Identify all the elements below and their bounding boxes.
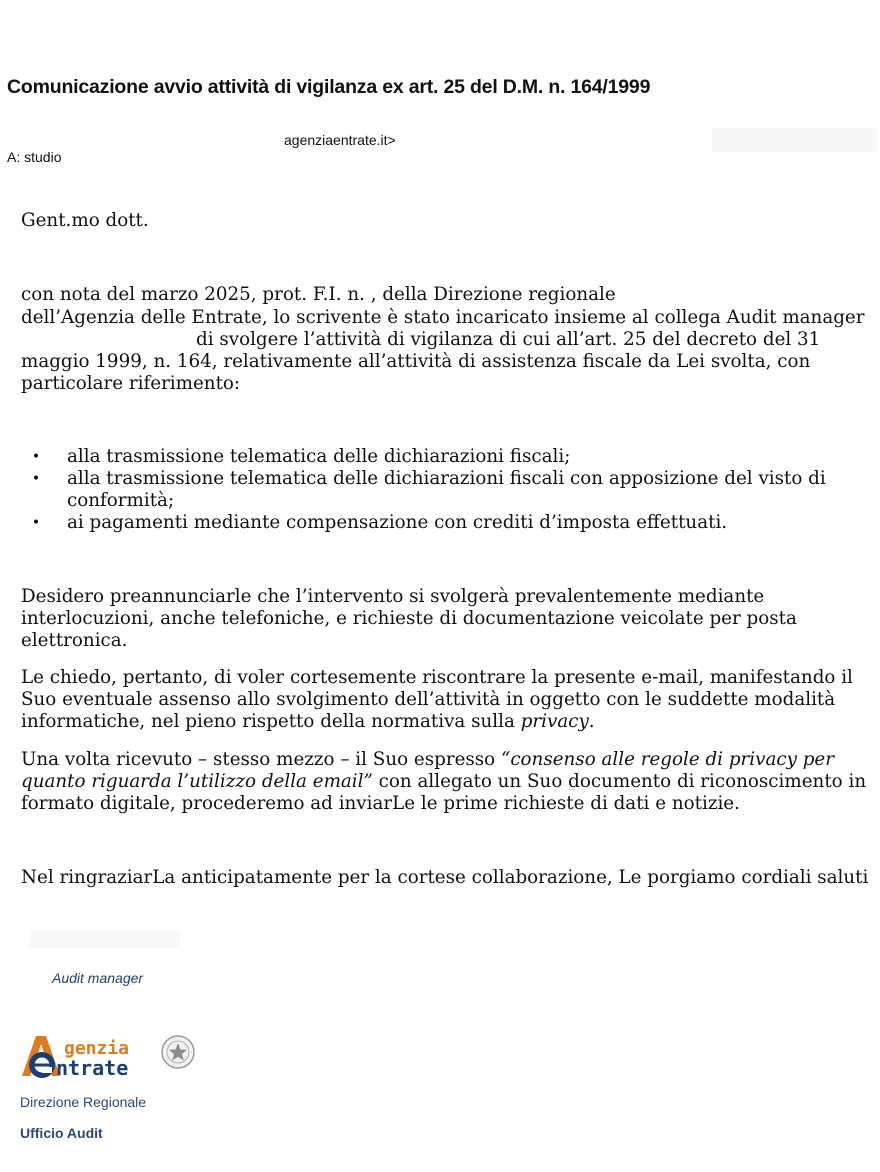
signature-department: Direzione Regionale bbox=[20, 1094, 147, 1110]
list-item-text: conformità; bbox=[67, 490, 175, 511]
paragraph-1-line: di svolgere l’attività di vigilanza di cui all’art. 25 del decreto del 31 bbox=[196, 329, 821, 350]
paragraph-3-line: Suo eventuale assenso allo svolgimento dell’attività in oggetto con le suddette modalità bbox=[21, 689, 836, 710]
italic-privacy: privacy bbox=[520, 711, 589, 732]
redacted-area bbox=[712, 128, 878, 152]
paragraph-2-line: Desidero preannunciarle che l’intervento si svolgerà prevalentemente mediante bbox=[21, 586, 765, 607]
list-item-text: alla trasmissione telematica delle dichiarazioni fiscali; bbox=[67, 446, 571, 467]
email-sender[interactable]: agenziaentrate.it> bbox=[284, 132, 396, 148]
paragraph-3-line bbox=[21, 711, 871, 733]
signature-office: Ufficio Audit bbox=[20, 1125, 103, 1141]
logo-word-agenzia: genzia bbox=[64, 1038, 130, 1059]
paragraph-3-line: Le chiedo, pertanto, di voler cortesemente riscontrare la presente e-mail, manifestando il bbox=[21, 667, 853, 688]
paragraph-1-line: maggio 1999, n. 164, relativamente all’attività di assistenza fiscale da Lei svolta, con bbox=[21, 351, 811, 372]
logo-graphic bbox=[20, 1032, 198, 1080]
email-subject: Comunicazione avvio attività di vigilanza ex art. 25 del D.M. n. 164/1999 bbox=[7, 76, 651, 98]
paragraph-4-line bbox=[21, 749, 871, 771]
logo-word-entrate: ntrate bbox=[56, 1056, 129, 1080]
signature-role: Audit manager bbox=[52, 970, 144, 986]
paragraph-4-line bbox=[21, 771, 871, 793]
state-emblem-icon bbox=[162, 1036, 194, 1068]
text-run: Una volta ricevuto – stesso mezzo – il Suo espresso bbox=[21, 749, 501, 770]
paragraph-1-line: particolare riferimento: bbox=[21, 373, 241, 394]
bullet-dot-icon: • bbox=[31, 449, 41, 465]
list-item-text: ai pagamenti mediante compensazione con crediti d’imposta effettuati. bbox=[67, 512, 728, 533]
closing-line: Nel ringraziarLa anticipatamente per la cortese collaborazione, Le porgiamo cordiali saluti bbox=[21, 867, 869, 888]
redacted-area bbox=[30, 930, 180, 948]
letter-greeting: Gent.mo dott. bbox=[21, 210, 149, 231]
italic-quote: quanto riguarda l’utilizzo della email” bbox=[21, 771, 373, 792]
paragraph-2-line: elettronica. bbox=[21, 630, 128, 651]
paragraph-2-line: interlocuzioni, anche telefoniche, e richieste di documentazione veicolate per posta bbox=[21, 608, 797, 629]
paragraph-1-line: dell’Agenzia delle Entrate, lo scrivente è stato incaricato insieme al collega Audit manager bbox=[21, 307, 865, 328]
text-run: informatiche, nel pieno rispetto della normativa sulla bbox=[21, 711, 521, 732]
paragraph-4-line: formato digitale, procederemo ad inviarLe le prime richieste di dati e notizie. bbox=[21, 793, 740, 814]
bullet-dot-icon: • bbox=[31, 471, 41, 487]
paragraph-1-line: con nota del marzo 2025, prot. F.I. n. , della Direzione regionale bbox=[21, 284, 616, 305]
bullet-dot-icon: • bbox=[31, 515, 41, 531]
email-recipient[interactable]: A: studio bbox=[7, 149, 62, 165]
agenzia-entrate-logo bbox=[20, 1032, 198, 1080]
italic-quote: “consenso alle regole di privacy per bbox=[500, 749, 834, 770]
text-run: con allegato un Suo documento di riconoscimento in bbox=[372, 771, 867, 792]
list-item-text: alla trasmissione telematica delle dichiarazioni fiscali con apposizione del visto di bbox=[67, 468, 826, 489]
text-run: . bbox=[588, 711, 595, 732]
